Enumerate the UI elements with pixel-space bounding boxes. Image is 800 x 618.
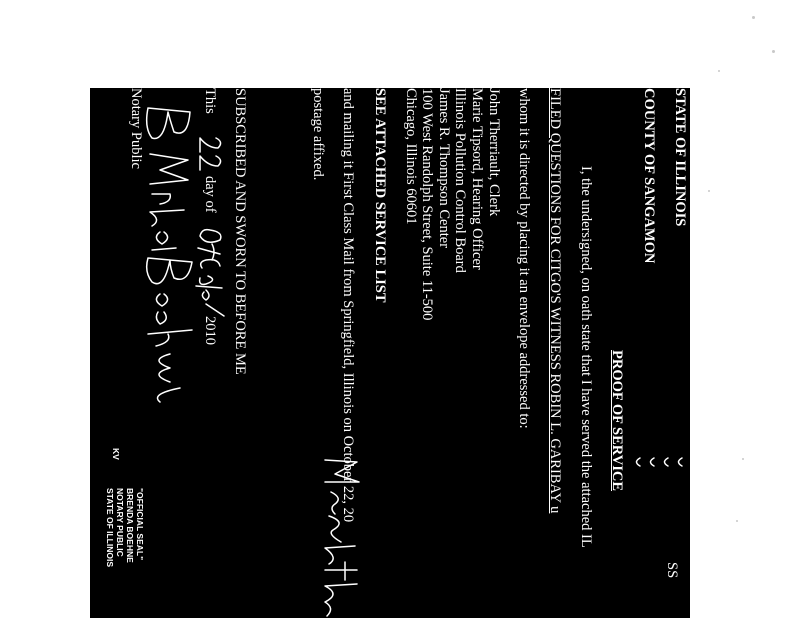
notary-public-label: Notary Public xyxy=(128,88,144,169)
notary-seal-public: NOTARY PUBLIC xyxy=(115,488,125,557)
rotated-page-content xyxy=(90,88,690,618)
county-line: COUNTY OF SANGAMON xyxy=(641,88,657,264)
server-signature xyxy=(315,452,365,618)
scan-speck xyxy=(708,190,710,192)
subscribed-sworn: SUBSCRIBED AND SWORN TO BEFORE ME xyxy=(232,88,248,375)
scan-speck xyxy=(772,50,775,53)
this-label: This xyxy=(202,88,218,114)
body-line-2: FILED QUESTIONS FOR CITGO'S WITNESS ROBIN L. GARIBAY u xyxy=(547,88,563,514)
addressee-line: Marie Tipsord, Hearing Officer xyxy=(469,88,485,270)
scan-speck xyxy=(742,458,744,460)
addressee-line: John Therriault, Clerk xyxy=(486,88,502,217)
state-line: STATE OF ILLINOIS xyxy=(672,88,688,227)
document-title: PROOF OF SERVICE xyxy=(609,350,625,492)
addressee-line: Chicago, Illinois 60601 xyxy=(403,88,419,225)
scan-speck xyxy=(736,520,738,522)
addressee-line: 100 West Randolph Street, Suite 11-500 xyxy=(419,88,435,321)
notary-seal-title: "OFFICIAL SEAL" xyxy=(135,488,145,561)
service-list-heading: SEE ATTACHED SERVICE LIST xyxy=(372,88,388,303)
year-label: 2010 xyxy=(202,316,218,345)
bracket-marks xyxy=(630,456,688,486)
scan-speck xyxy=(752,16,755,19)
body-line-3: whom it is directed by placing it an envelope addressed to: xyxy=(516,88,532,429)
ss-label: SS xyxy=(664,562,680,579)
notary-seal-name: BRENDA BOEHNE xyxy=(125,488,135,563)
scan-speck xyxy=(718,70,720,72)
mailing-line-2: postage affixed. xyxy=(310,88,326,181)
initials: KV xyxy=(111,448,121,460)
addressee-line: Illinois Pollution Control Board xyxy=(452,88,468,273)
notary-seal-state: STATE OF ILLINOIS xyxy=(105,488,115,568)
notary-signature xyxy=(140,98,200,408)
mailing-line-1: and mailing it First Class Mail from Springfield, Illinois on October 22, 20 xyxy=(340,88,356,523)
document-page xyxy=(90,88,690,618)
addressee-line: James R. Thompson Center xyxy=(436,88,452,249)
body-line-1: I, the undersigned, on oath state that I have served the attached IL xyxy=(578,166,594,548)
day-of-label: day of xyxy=(202,176,218,213)
